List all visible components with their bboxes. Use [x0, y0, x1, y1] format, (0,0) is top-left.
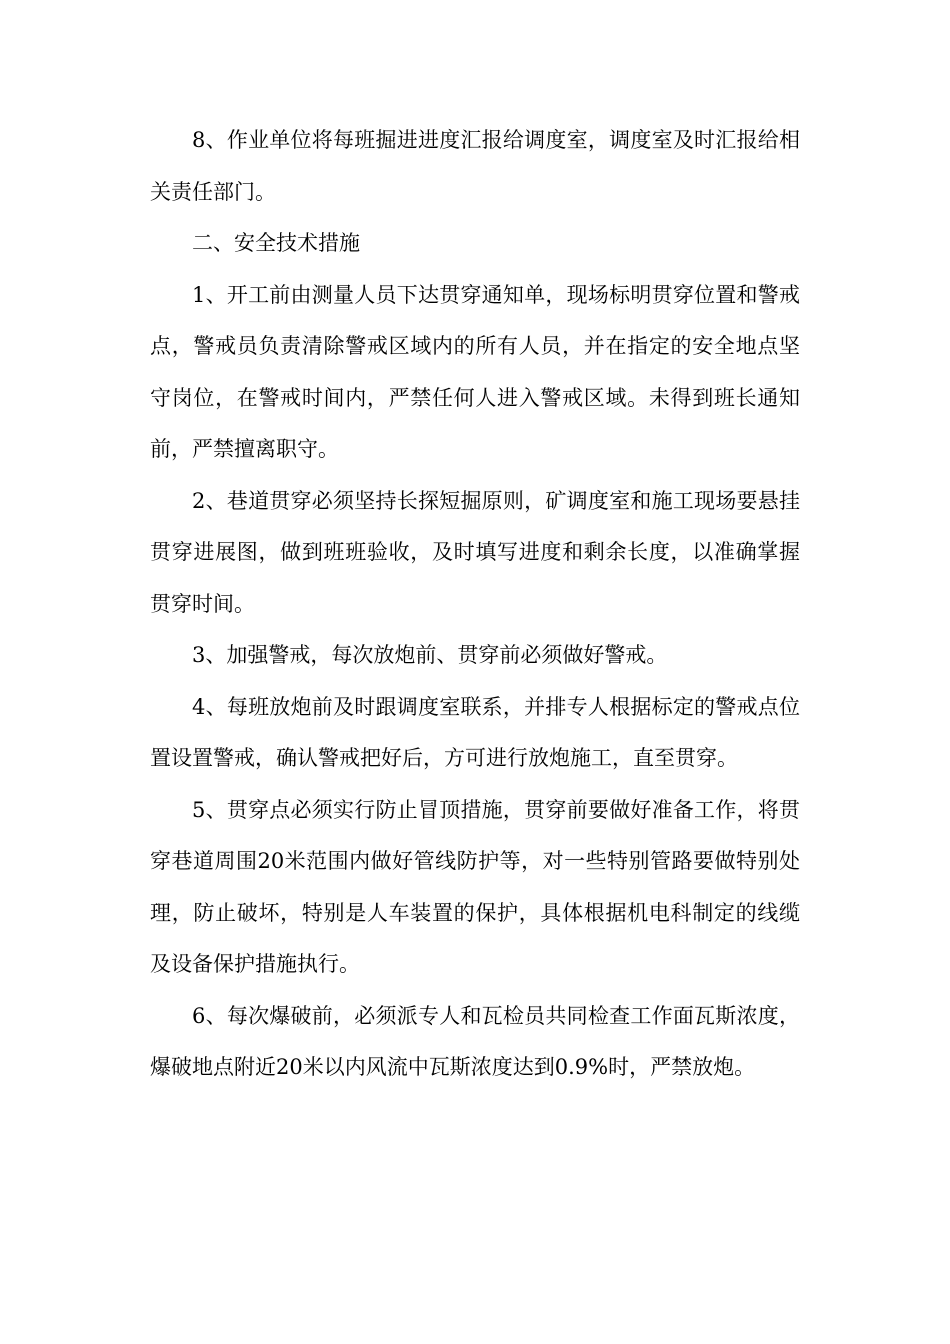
- paragraph-item-5-roof-protection: 5、贯穿点必须实行防止冒顶措施，贯穿前要做好准备工作，将贯穿巷道周围20米范围内做好管线防护等，对一些特别管路要做特别处理，防止破坏，特别是人车装置的保护，具体根据机电科制定的线缆及设备保护措施执行。: [150, 797, 800, 976]
- section-heading-safety-measures: 二、安全技术措施: [192, 231, 360, 255]
- paragraph-item-4-blasting-contact: 4、每班放炮前及时跟调度室联系，并排专人根据标定的警戒点位置设置警戒，确认警戒把好后，方可进行放炮施工，直至贯穿。: [150, 694, 800, 770]
- paragraph-item-6-gas-check: 6、每次爆破前，必须派专人和瓦检员共同检查工作面瓦斯浓度，爆破地点附近20米以内风流中瓦斯浓度达到0.9%时，严禁放炮。: [150, 1003, 800, 1079]
- paragraph-item-8-report: 8、作业单位将每班掘进进度汇报给调度室，调度室及时汇报给相关责任部门。: [150, 128, 800, 204]
- paragraph-item-3-guard: 3、加强警戒，每次放炮前、贯穿前必须做好警戒。: [192, 643, 668, 667]
- paragraph-item-1-notice: 1、开工前由测量人员下达贯穿通知单，现场标明贯穿位置和警戒点，警戒员负责清除警戒区域内的所有人员，并在指定的安全地点坚守岗位，在警戒时间内，严禁任何人进入警戒区域。未得到班长通知前，严禁擅离职守。: [150, 282, 800, 461]
- paragraph-item-2-probe-principle: 2、巷道贯穿必须坚持长探短掘原则，矿调度室和施工现场要悬挂贯穿进展图，做到班班验收，及时填写进度和剩余长度，以准确掌握贯穿时间。: [150, 488, 800, 616]
- document-body: [150, 115, 800, 1094]
